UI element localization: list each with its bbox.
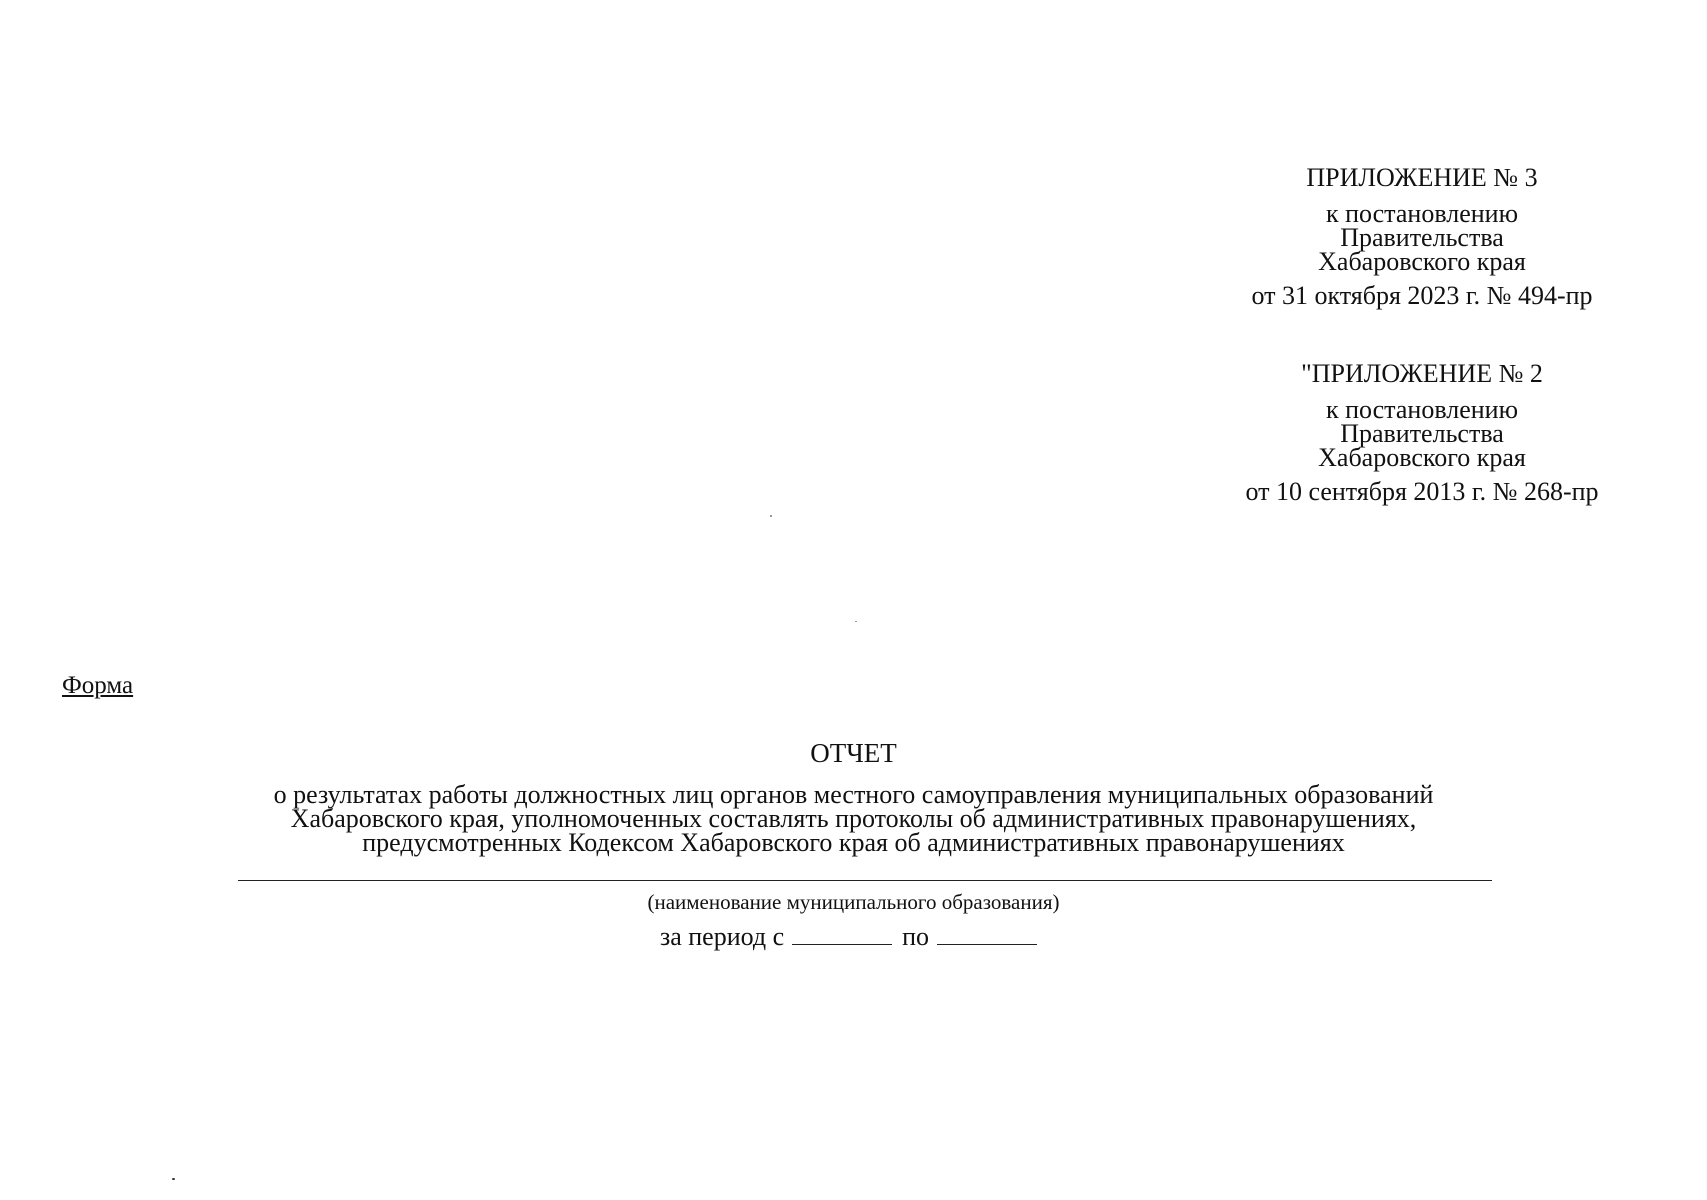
period-end-field[interactable] (937, 922, 1037, 945)
attachment-original-heading: "ПРИЛОЖЕНИЕ № 2 (1301, 359, 1543, 388)
period-line (150, 922, 1557, 952)
scan-speck (172, 1178, 175, 1180)
report-header (150, 738, 1557, 855)
report-subtitle-line-3: предусмотренных Кодексом Хабаровского края об административных правонарушениях (362, 828, 1345, 857)
period-prefix: за период с (659, 922, 785, 951)
attachment-original-date: от 10 сентября 2013 г. № 268-пр (1245, 477, 1599, 506)
report-subtitle-line-2: Хабаровского края, уполномоченных составлять протоколы об административных правонарушениях, (290, 804, 1417, 833)
attachment-current-line-1: к постановлению (1325, 199, 1519, 228)
report-subtitle-line-1: о результатах работы должностных лиц органов местного самоуправления муниципальных образований (273, 780, 1434, 809)
attachment-original-line-2: Правительства (1340, 419, 1504, 448)
attachment-original-block (1212, 359, 1632, 506)
attachment-current-line-3: Хабаровского края (1318, 247, 1526, 276)
municipality-name-caption: (наименование муниципального образования) (647, 890, 1060, 914)
attachment-current-line-2: Правительства (1340, 223, 1504, 252)
attachment-original-line-3: Хабаровского края (1318, 443, 1526, 472)
scan-speck (770, 515, 772, 517)
municipality-name-field[interactable] (238, 880, 1492, 881)
attachment-current-block (1212, 163, 1632, 310)
scan-speck (855, 621, 857, 622)
attachment-original-line-1: к постановлению (1325, 395, 1519, 424)
period-start-field[interactable] (792, 922, 892, 945)
period-middle: по (902, 922, 930, 951)
form-label: Форма (62, 672, 134, 699)
report-title: ОТЧЕТ (810, 738, 897, 768)
report-subtitle (150, 780, 1557, 857)
attachment-current-date: от 31 октября 2023 г. № 494-пр (1251, 281, 1593, 310)
attachment-current-heading: ПРИЛОЖЕНИЕ № 3 (1306, 163, 1538, 192)
